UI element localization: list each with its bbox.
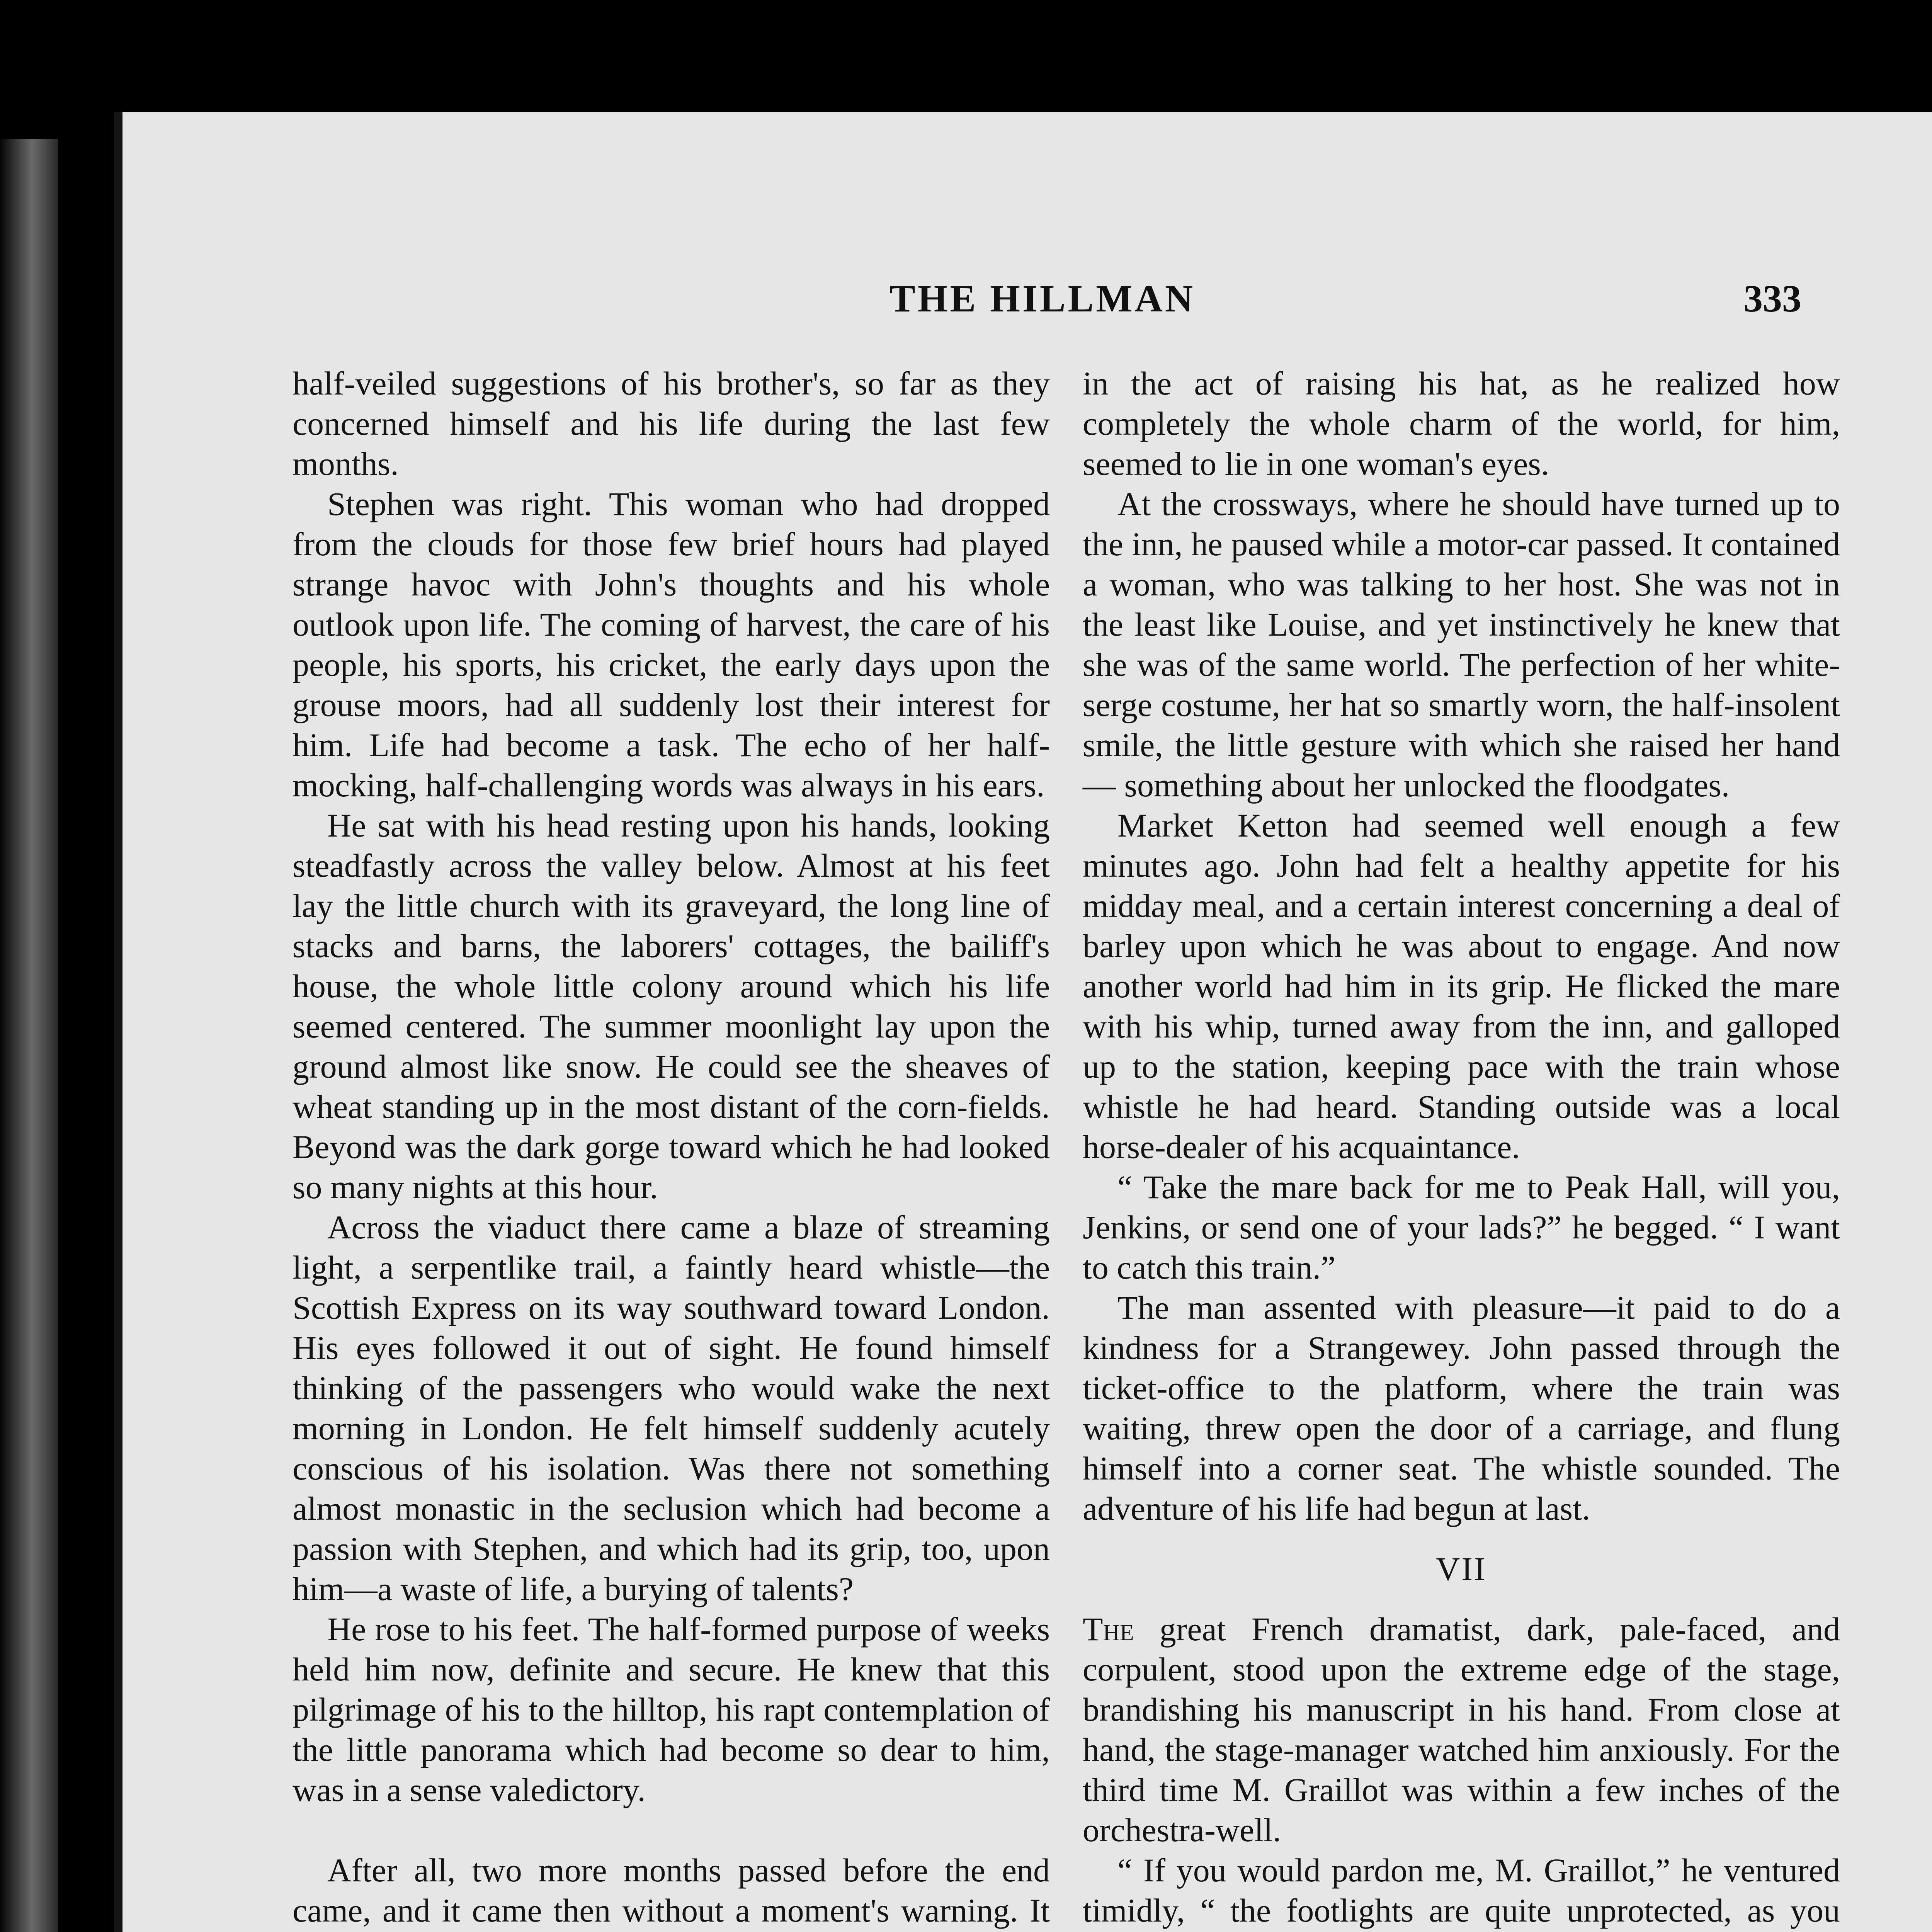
- paragraph: At the crossways, where he should have turned up to the inn, he paused while a motor-car passed. It contained a woman, who was talking to her host. She was not in the least like Louise, and yet instinctively he knew that she was of the same world. The perfection of her white-serge costume, her hat so smartly worn, the half-insolent smile, the little gesture with which she raised her hand — something about her unlocked the floodgates.: [1083, 485, 1840, 804]
- paragraph: He rose to his feet. The half-formed purpose of weeks held him now, definite and secure. He knew that this pilgrimage of his to the hilltop, his rapt contemplation of the little panorama which had become so dear to him, was in a sense valedictory.: [293, 1611, 1050, 1808]
- paragraph: Market Ketton had seemed well enough a few minutes ago. John had felt a healthy appetite for his midday meal, and a certain interest concerning a deal of barley upon which he was about to engage. And now another world had him in its grip. He flicked the mare with his whip, turned away from the inn, and galloped up to the station, keeping pace with the train whose whistle he had heard. Standing outside was a local horse-dealer of his acquaintance.: [1083, 807, 1840, 1165]
- opening-text: great French dramatist, dark, pale-faced, and corpulent, stood upon the extreme edge of the stage, brandishing his manuscript in his hand. From close at hand, the stage-manager watched him anxiously. For the third time M. Graillot was within a few inches of the orchestra-well.: [1083, 1611, 1840, 1849]
- chapter-opening-paragraph: [1083, 1609, 1840, 1850]
- chapter-heading: VII: [1436, 1550, 1487, 1587]
- paragraph: “ If you would pardon me, M. Graillot,” he ventured timidly, “ the footlights are quite unprotected, as you: [1083, 1852, 1840, 1929]
- paragraph: “ Take the mare back for me to Peak Hall, will you, Jenkins, or send one of your lads?” he begged. “ I want to catch this train.”: [1083, 1168, 1840, 1286]
- left-column: [293, 363, 1050, 1932]
- page-number: 333: [1743, 277, 1801, 320]
- paragraph: He sat with his head resting upon his hands, looking steadfastly across the valley below. Almost at his feet lay the little church with its graveyard, the long line of stacks and barns, the laborers' cottages, the bailiff's house, the whole little colony around which his life seemed centered. The summer moonlight lay upon the ground almost like snow. He could see the sheaves of wheat standing up in the most distant of the corn-fields. Beyond was the dark gorge toward which he had looked so many nights at this hour.: [293, 807, 1050, 1206]
- paragraph: Across the viaduct there came a blaze of streaming light, a serpentlike trail, a faintly heard whistle—the Scottish Express on its way southward toward London. His eyes followed it out of sight. He found himself thinking of the passengers who would wake the next morning in London. He felt himself suddenly acutely conscious of his isolation. Was there not something almost monastic in the seclusion which had become a passion with Stephen, and which had its grip, too, upon him—a waste of life, a burying of talents?: [293, 1209, 1050, 1607]
- running-title: THE HILLMAN: [889, 277, 1196, 320]
- paragraph: After all, two more months passed before the end came, and it came then without a moment's warning. It: [293, 1852, 1050, 1929]
- paragraph: Stephen was right. This woman who had dropped from the clouds for those few brief hours had played strange havoc with John's thoughts and his whole outlook upon life. The coming of harvest, the care of his people, his sports, his cricket, the early days upon the grouse moors, had all suddenly lost their interest for him. Life had become a task. The echo of her half-mocking, half-challenging words was always in his ears.: [293, 485, 1050, 804]
- paragraph: in the act of raising his hat, as he realized how completely the whole charm of the world, for him, seemed to lie in one woman's eyes.: [1083, 365, 1840, 482]
- book-page: [114, 112, 1932, 1932]
- right-column: [1083, 363, 1840, 1932]
- running-head: [122, 276, 1932, 327]
- facing-page-edge: [0, 139, 58, 1932]
- paragraph: The man assented with pleasure—it paid to do a kindness for a Strangewey. John passed through the ticket-office to the platform, where the train was waiting, threw open the door of a carriage, and flung himself into a corner seat. The whistle sounded. The adventure of his life had begun at last.: [1083, 1289, 1840, 1527]
- paragraph: half-veiled suggestions of his brother's, so far as they concerned himself and his life during the last few months.: [293, 365, 1050, 482]
- opening-word: The: [1083, 1611, 1134, 1648]
